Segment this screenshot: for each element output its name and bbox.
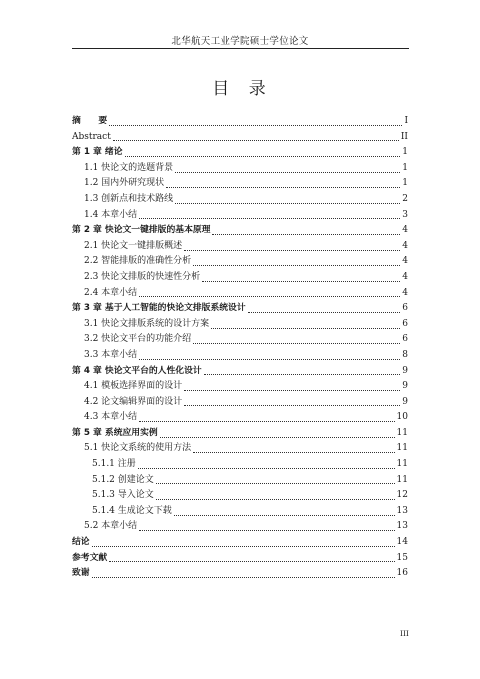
dot-leader <box>160 437 395 438</box>
dot-leader <box>193 452 394 453</box>
dot-leader <box>156 499 395 500</box>
toc-entry[interactable] <box>72 426 408 442</box>
toc-entry[interactable] <box>72 410 408 426</box>
dot-leader <box>125 156 401 157</box>
toc-entry-page: 15 <box>396 552 408 563</box>
dot-leader <box>139 530 394 531</box>
toc-entry-page: 14 <box>396 537 408 548</box>
toc-entry-page: 6 <box>402 303 408 314</box>
toc-entry-label: 结论 <box>72 537 90 548</box>
toc-entry[interactable] <box>72 457 408 473</box>
toc-entry-label: 4.1 模板选择界面的设计 <box>84 381 183 392</box>
toc-entry[interactable] <box>72 130 408 146</box>
toc-entry[interactable] <box>72 535 408 551</box>
dot-leader <box>204 374 401 375</box>
toc-entry-page: 4 <box>402 256 408 267</box>
toc-entry-page: 13 <box>396 505 408 516</box>
toc-entry-label: 2.2 智能排版的准确性分析 <box>84 256 192 267</box>
toc-entry-label: 1.3 创新点和技术路线 <box>84 193 174 204</box>
toc-entry-label: 2.4 本章小结 <box>84 287 138 298</box>
toc-entry-page: 4 <box>402 287 408 298</box>
toc-entry-label: 3.3 本章小结 <box>84 349 138 360</box>
toc-entry[interactable] <box>72 473 408 489</box>
toc-entry[interactable] <box>72 364 408 380</box>
toc-entry-page: 9 <box>402 396 408 407</box>
toc-entry-page: 16 <box>396 568 408 579</box>
toc-entry[interactable] <box>72 379 408 395</box>
dot-leader <box>113 140 399 141</box>
toc-entry-label: 3.1 快论文排版系统的设计方案 <box>84 318 210 329</box>
toc-entry-label: 5.2 本章小结 <box>84 521 138 532</box>
toc-entry-page: I <box>404 116 408 126</box>
toc-entry[interactable] <box>72 208 408 224</box>
toc-entry[interactable] <box>72 114 408 130</box>
toc-entry[interactable] <box>72 161 408 177</box>
toc-entry-page: 4 <box>402 240 408 251</box>
toc-entry-page: 2 <box>402 193 408 204</box>
dot-leader <box>156 483 395 484</box>
toc-entry[interactable] <box>72 301 408 317</box>
toc-entry[interactable] <box>72 317 408 333</box>
toc-entry-page: 13 <box>396 521 408 532</box>
toc-entry-label: 1.4 本章小结 <box>84 209 138 220</box>
page-title: 目 录 <box>212 79 268 99</box>
toc-entry-label: 摘 要 <box>72 116 108 126</box>
toc-entry-label: 第 1 章 绪论 <box>72 147 123 158</box>
dot-leader <box>166 187 400 188</box>
toc-entry-label: 第 4 章 快论文平台的人性化设计 <box>72 365 202 376</box>
dot-leader <box>139 296 400 297</box>
toc-entry-page: 11 <box>396 459 408 470</box>
dot-leader <box>202 281 400 282</box>
dot-leader <box>139 218 400 219</box>
toc-entry[interactable] <box>72 504 408 520</box>
toc-entry-label: 参考文献 <box>72 552 108 563</box>
dot-leader <box>175 172 400 173</box>
toc-entry[interactable] <box>72 551 408 567</box>
toc-entry-label: 5.1 快论文系统的使用方法 <box>84 443 192 454</box>
toc-entry-label: 3.2 快论文平台的功能介绍 <box>84 334 192 345</box>
toc-entry-label: 致谢 <box>72 568 90 579</box>
toc-entry[interactable] <box>72 441 408 457</box>
toc-entry[interactable] <box>72 223 408 239</box>
toc-entry[interactable] <box>72 332 408 348</box>
toc-entry-page: 9 <box>402 381 408 392</box>
dot-leader <box>193 265 400 266</box>
toc-entry-label: 1.2 国内外研究现状 <box>84 178 165 189</box>
toc-entry-label: 5.1.3 导入论文 <box>92 490 154 501</box>
dot-leader <box>109 561 394 562</box>
toc-entry[interactable] <box>72 488 408 504</box>
toc-entry-page: 4 <box>402 225 408 236</box>
toc-entry[interactable] <box>72 286 408 302</box>
toc-entry-page: 11 <box>396 427 408 438</box>
dot-leader <box>109 125 402 126</box>
running-header: 北华航天工业学院硕士学位论文 <box>171 36 309 47</box>
table-of-contents <box>72 114 408 582</box>
toc-entry-label: 1.1 快论文的选题背景 <box>84 162 174 173</box>
dot-leader <box>92 546 395 547</box>
toc-entry[interactable] <box>72 566 408 582</box>
toc-entry-page: 6 <box>402 318 408 329</box>
dot-leader <box>138 468 395 469</box>
toc-entry-label: 5.1.2 创建论文 <box>92 474 154 485</box>
toc-entry-page: 8 <box>402 349 408 360</box>
dot-leader <box>184 250 400 251</box>
toc-entry[interactable] <box>72 395 408 411</box>
toc-entry-page: 12 <box>396 490 408 501</box>
dot-leader <box>212 234 400 235</box>
header-rule <box>72 48 409 49</box>
dot-leader <box>193 343 400 344</box>
toc-entry-page: 9 <box>402 365 408 376</box>
dot-leader <box>174 515 395 516</box>
toc-entry[interactable] <box>72 176 408 192</box>
dot-leader <box>184 390 400 391</box>
dot-leader <box>248 312 401 313</box>
toc-entry-label: Abstract <box>72 131 111 142</box>
toc-entry-label: 2.1 快论文一键排版概述 <box>84 240 183 251</box>
toc-entry[interactable] <box>72 192 408 208</box>
dot-leader <box>184 405 400 406</box>
dot-leader <box>211 328 400 329</box>
toc-entry-label: 第 2 章 快论文一键排版的基本原理 <box>72 225 211 236</box>
toc-entry-page: 11 <box>396 474 408 485</box>
toc-entry-page: 6 <box>402 334 408 345</box>
toc-entry-label: 4.3 本章小结 <box>84 412 138 423</box>
toc-entry[interactable] <box>72 348 408 364</box>
toc-entry-page: 4 <box>402 271 408 282</box>
toc-entry-page: 1 <box>402 162 408 173</box>
toc-entry-label: 2.3 快论文排版的快速性分析 <box>84 271 201 282</box>
toc-entry-label: 5.1.1 注册 <box>92 459 136 470</box>
toc-entry-label: 第 3 章 基于人工智能的快论文排版系统设计 <box>72 303 246 314</box>
toc-entry[interactable] <box>72 519 408 535</box>
toc-entry[interactable] <box>72 239 408 255</box>
toc-entry-page: 1 <box>402 178 408 189</box>
toc-entry[interactable] <box>72 270 408 286</box>
toc-entry-page: 10 <box>396 412 408 423</box>
dot-leader <box>139 359 400 360</box>
page-number: III <box>400 629 409 638</box>
dot-leader <box>92 577 395 578</box>
toc-entry-page: II <box>400 131 408 142</box>
dot-leader <box>139 421 394 422</box>
dot-leader <box>175 203 400 204</box>
toc-entry-label: 第 5 章 系统应用实例 <box>72 427 158 438</box>
toc-entry-page: 11 <box>396 443 408 454</box>
toc-entry-page: 3 <box>402 209 408 220</box>
toc-entry-page: 1 <box>402 147 408 158</box>
toc-entry-label: 4.2 论文编辑界面的设计 <box>84 396 183 407</box>
toc-entry[interactable] <box>72 145 408 161</box>
toc-entry-label: 5.1.4 生成论文下载 <box>92 505 172 516</box>
toc-entry[interactable] <box>72 254 408 270</box>
